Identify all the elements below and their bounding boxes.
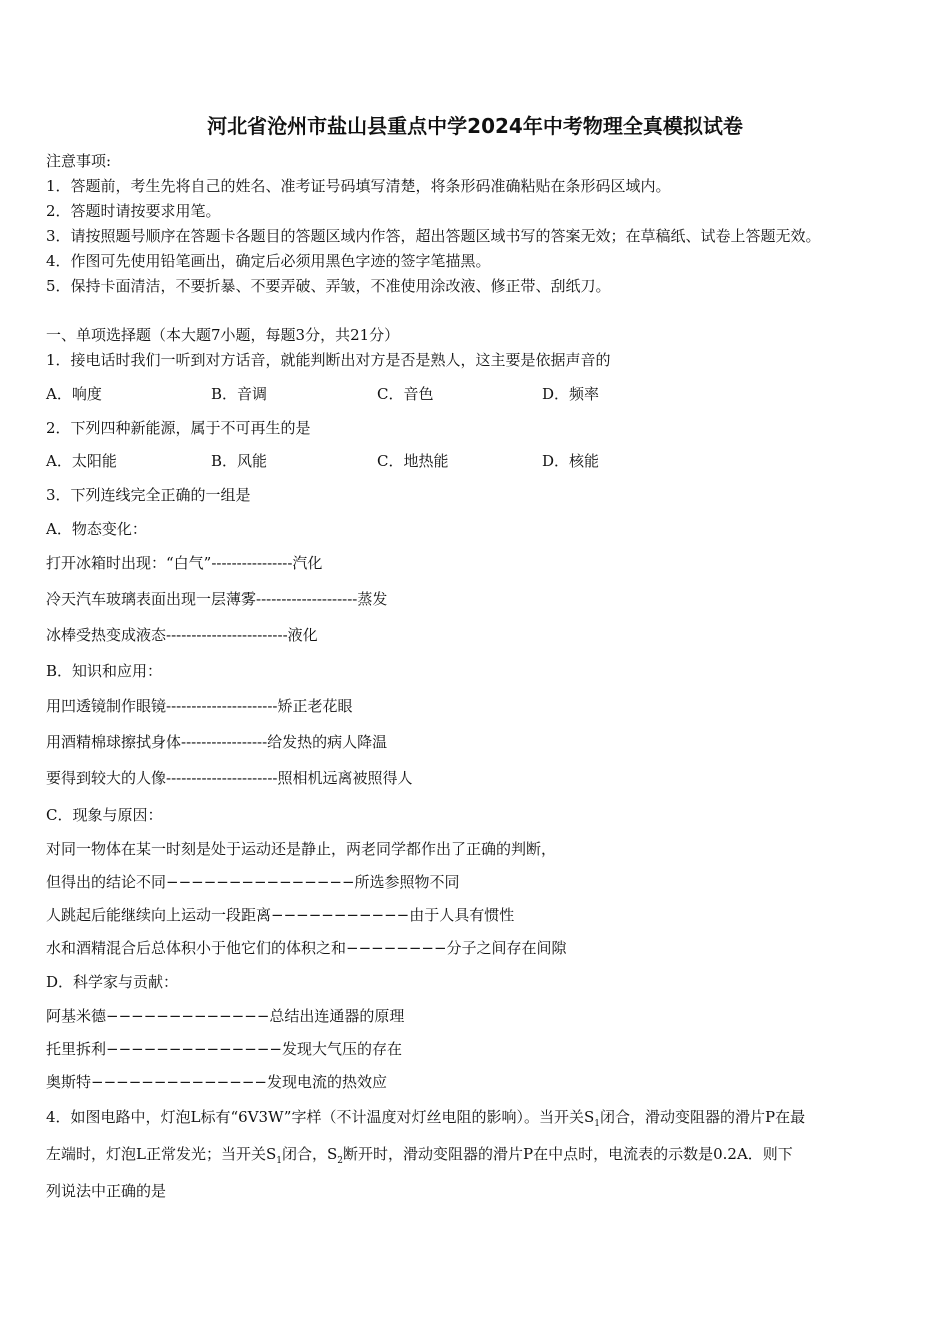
q1-option-b: B．音调 <box>211 385 268 403</box>
notice-heading: 注意事项: <box>46 152 112 170</box>
q1-option-c: C．音色 <box>377 385 434 403</box>
q3-a-line-2: 冷天汽车玻璃表面出现一层薄雾--------------------蒸发 <box>46 590 388 608</box>
q4-l2-subscript-2: 2 <box>337 1156 343 1166</box>
q3-c-line-3: 人跳起后能继续向上运动一段距离−−−−−−−−−−−由于人具有惯性 <box>46 906 515 924</box>
notice-item-2: 2．答题时请按要求用笔。 <box>46 202 221 220</box>
q1-option-d: D．频率 <box>542 385 600 403</box>
notice-item-3: 3．请按照题号顺序在答题卡各题目的答题区域内作答，超出答题区域书写的答案无效；在草稿纸、试卷上答题无效。 <box>46 227 821 245</box>
question-4-line-3: 列说法中正确的是 <box>46 1182 167 1200</box>
q1-option-a: A．响度 <box>46 385 102 403</box>
q3-c-line-2: 但得出的结论不同−−−−−−−−−−−−−−−所选参照物不同 <box>46 873 460 891</box>
q3-a-heading: A．物态变化： <box>46 520 147 538</box>
question-3-stem: 3．下列连线完全正确的一组是 <box>46 486 251 504</box>
q4-l2-subscript-1: 1 <box>276 1156 282 1166</box>
q3-d-line-2: 托里拆利−−−−−−−−−−−−−−发现大气压的存在 <box>46 1040 402 1058</box>
q3-b-line-1: 用凹透镜制作眼镜----------------------矫正老花眼 <box>46 697 353 715</box>
q3-c-line-4: 水和酒精混合后总体积小于他它们的体积之和−−−−−−−−分子之间存在间隙 <box>46 939 567 957</box>
q3-b-heading: B．知识和应用： <box>46 662 163 680</box>
q3-a-line-1: 打开冰箱时出现：“白气”----------------汽化 <box>46 554 323 572</box>
q4-l1-part-a: 4．如图电路中，灯泡L标有“6V3W”字样（不计温度对灯丝电阻的影响）。当开关S <box>46 1108 595 1126</box>
section-heading: 一、单项选择题（本大题7小题，每题3分，共21分） <box>46 326 400 344</box>
q4-l1-subscript: 1 <box>594 1119 600 1129</box>
q3-b-line-2: 用酒精棉球擦拭身体-----------------给发热的病人降温 <box>46 733 388 751</box>
q3-c-line-1: 对同一物体在某一时刻是处于运动还是静止，两老同学都作出了正确的判断， <box>46 840 557 858</box>
q3-b-line-3: 要得到较大的人像----------------------照相机远离被照得人 <box>46 769 413 787</box>
q3-d-line-1: 阿基米德−−−−−−−−−−−−−总结出连通器的原理 <box>46 1007 405 1025</box>
notice-item-5: 5．保持卡面清洁，不要折暴、不要弄破、弄皱，不准使用涂改液、修正带、刮纸刀。 <box>46 277 611 295</box>
q4-l2-part-a: 左端时，灯泡L正常发光；当开关S <box>46 1145 277 1163</box>
notice-item-4: 4．作图可先使用铅笔画出，确定后必须用黑色字迹的签字笔描黑。 <box>46 252 491 270</box>
q3-a-line-3: 冰棒受热变成液态------------------------液化 <box>46 626 318 644</box>
q3-d-heading: D．科学家与贡献： <box>46 973 179 991</box>
q3-c-heading: C．现象与原因： <box>46 806 163 824</box>
page-title: 河北省沧州市盐山县重点中学2024年中考物理全真模拟试卷 <box>207 114 743 138</box>
question-1-stem: 1．接电话时我们一听到对方话音，就能判断出对方是否是熟人，这主要是依据声音的 <box>46 351 611 369</box>
question-4-line-2 <box>46 1144 793 1164</box>
q2-option-b: B．风能 <box>211 452 268 470</box>
q2-option-a: A．太阳能 <box>46 452 117 470</box>
q3-d-line-3: 奥斯特−−−−−−−−−−−−−−发现电流的热效应 <box>46 1073 387 1091</box>
q4-l1-part-b: 闭合，滑动变阻器的滑片P在最 <box>599 1108 806 1126</box>
question-4-line-1 <box>46 1107 805 1127</box>
q4-l2-part-b: 闭合，S <box>281 1145 338 1163</box>
notice-item-1: 1．答题前，考生先将自己的姓名、准考证号码填写清楚，将条形码准确粘贴在条形码区域内。 <box>46 177 671 195</box>
question-2-stem: 2．下列四种新能源，属于不可再生的是 <box>46 419 311 437</box>
q2-option-d: D．核能 <box>542 452 600 470</box>
q2-option-c: C．地热能 <box>377 452 449 470</box>
q4-l2-part-c: 断开时，滑动变阻器的滑片P在中点时，电流表的示数是0.2A．则下 <box>343 1145 793 1163</box>
